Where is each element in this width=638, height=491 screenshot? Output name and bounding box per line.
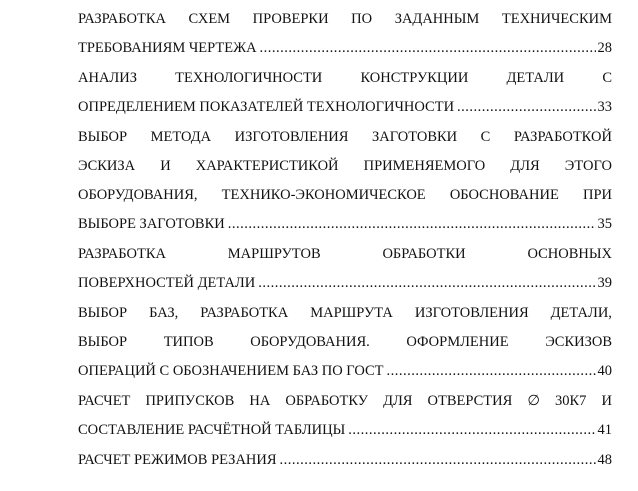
toc-word: МАРШРУТА — [310, 305, 393, 321]
dot-leader — [258, 269, 595, 298]
toc-word: ПРИПУСКОВ — [145, 393, 235, 409]
toc-word: ВЫБОР — [78, 305, 128, 321]
toc-word: ОБОРУДОВАНИЯ. — [250, 334, 370, 350]
toc-word: ВЫБОР — [78, 129, 128, 145]
toc-word: 30К7 — [554, 393, 587, 409]
toc-word: С — [480, 129, 491, 145]
toc-entry[interactable] — [78, 5, 612, 63]
toc-entry-title: ОПРЕДЕЛЕНИЕМ ПОКАЗАТЕЛЕЙ ТЕХНОЛОГИЧНОСТИ — [78, 99, 455, 115]
toc-word: ЗАГОТОВКИ — [371, 129, 458, 145]
toc-word: ОБРАБОТКИ — [382, 246, 466, 262]
dot-leader — [280, 446, 596, 475]
toc-word: ДЛЯ — [510, 158, 540, 174]
toc-word: ОСНОВНЫХ — [527, 246, 612, 262]
toc-word: ТЕХНОЛОГИЧНОСТИ — [175, 70, 323, 86]
toc-word: МАРШРУТОВ — [227, 246, 321, 262]
toc-page-number: 41 — [597, 422, 612, 438]
toc-line — [78, 5, 612, 34]
toc-page-number: 33 — [597, 99, 612, 115]
toc-last-line — [78, 269, 612, 298]
toc-word: АНАЛИЗ — [78, 70, 137, 86]
toc-word: ОФОРМЛЕНИЕ — [406, 334, 509, 350]
toc-word: ТЕХНИКО-ЭКОНОМИЧЕСКОЕ — [221, 187, 426, 203]
toc-word: И — [601, 393, 612, 409]
toc-word: РАЗРАБОТКА — [200, 305, 289, 321]
toc-word: СХЕМ — [188, 11, 231, 27]
toc-entry[interactable] — [78, 446, 612, 475]
toc-word: ОТВЕРСТИЯ — [427, 393, 513, 409]
toc-word: ДЛЯ — [383, 393, 413, 409]
toc-page-number: 35 — [597, 216, 612, 232]
toc-line — [78, 181, 612, 210]
toc-word: ТЕХНИЧЕСКИМ — [501, 11, 612, 27]
toc-entry[interactable] — [78, 299, 612, 386]
toc-word: РАСЧЕТ — [78, 393, 131, 409]
toc-word: РАЗРАБОТКА — [78, 246, 166, 262]
toc-entry[interactable] — [78, 240, 612, 298]
toc-word: ТИПОВ — [163, 334, 214, 350]
toc-word: ВЫБОР — [78, 334, 128, 350]
toc-entry[interactable] — [78, 387, 612, 445]
toc-line — [78, 299, 612, 328]
toc-entry-title: ПОВЕРХНОСТЕЙ ДЕТАЛИ — [78, 275, 256, 291]
toc-word: РАЗРАБОТКОЙ — [513, 129, 612, 145]
toc-word: ДЕТАЛИ, — [550, 305, 612, 321]
toc-last-line — [78, 357, 612, 386]
toc-word: ОБОРУДОВАНИЯ, — [78, 187, 198, 203]
toc-word: ЭТОГО — [564, 158, 612, 174]
toc-entry-title: ОПЕРАЦИЙ С ОБОЗНАЧЕНИЕМ БАЗ ПО ГОСТ — [78, 363, 384, 379]
toc-entry[interactable] — [78, 123, 612, 239]
toc-word: КОНСТРУКЦИИ — [360, 70, 469, 86]
toc-line — [78, 152, 612, 181]
toc-word: С — [602, 70, 612, 86]
toc-word: БАЗ, — [149, 305, 179, 321]
toc-word: ОБОСНОВАНИЕ — [449, 187, 559, 203]
dot-leader — [348, 416, 595, 445]
dot-leader — [387, 357, 596, 386]
toc-page-number: 28 — [597, 40, 612, 56]
toc-entry-title: СОСТАВЛЕНИЕ РАСЧЁТНОЙ ТАБЛИЦЫ — [78, 422, 346, 438]
toc-word: ЭСКИЗА — [78, 158, 136, 174]
toc-entry-title: РАСЧЕТ РЕЖИМОВ РЕЗАНИЯ — [78, 452, 277, 468]
toc-word: ∅ — [527, 393, 540, 409]
toc-last-line — [78, 210, 612, 239]
toc-last-line — [78, 93, 612, 122]
toc-word: ПО — [351, 11, 373, 27]
toc-word: ХАРАКТЕРИСТИКОЙ — [195, 158, 339, 174]
dot-leader — [260, 34, 596, 63]
toc-word: ЗАДАННЫМ — [394, 11, 480, 27]
toc-page-number: 40 — [597, 363, 612, 379]
toc-entry-title: ТРЕБОВАНИЯМ ЧЕРТЕЖА — [78, 40, 257, 56]
toc-word: ДЕТАЛИ — [506, 70, 565, 86]
toc-word: ПРИ — [582, 187, 612, 203]
toc-word: ПРИМЕНЯЕМОГО — [363, 158, 486, 174]
toc-word: МЕТОДА — [150, 129, 212, 145]
toc-word: РАЗРАБОТКА — [78, 11, 166, 27]
dot-leader — [457, 93, 595, 122]
dot-leader — [228, 210, 596, 239]
toc-page-number: 48 — [597, 452, 612, 468]
toc-line — [78, 387, 612, 416]
toc-page-number: 39 — [597, 275, 612, 291]
toc-line — [78, 328, 612, 357]
toc-entry[interactable] — [78, 64, 612, 122]
toc-word: ИЗГОТОВЛЕНИЯ — [234, 129, 349, 145]
toc-entry-title: ВЫБОРЕ ЗАГОТОВКИ — [78, 216, 225, 232]
toc-line — [78, 64, 612, 93]
table-of-contents — [78, 5, 612, 475]
toc-last-line — [78, 34, 612, 63]
toc-last-line — [78, 416, 612, 445]
toc-line — [78, 123, 612, 152]
toc-word: ЭСКИЗОВ — [545, 334, 612, 350]
toc-last-line — [78, 446, 612, 475]
toc-word: И — [160, 158, 171, 174]
toc-line — [78, 240, 612, 269]
toc-word: НА — [249, 393, 271, 409]
toc-word: ИЗГОТОВЛЕНИЯ — [414, 305, 529, 321]
toc-word: ОБРАБОТКУ — [285, 393, 369, 409]
toc-word: ПРОВЕРКИ — [252, 11, 329, 27]
